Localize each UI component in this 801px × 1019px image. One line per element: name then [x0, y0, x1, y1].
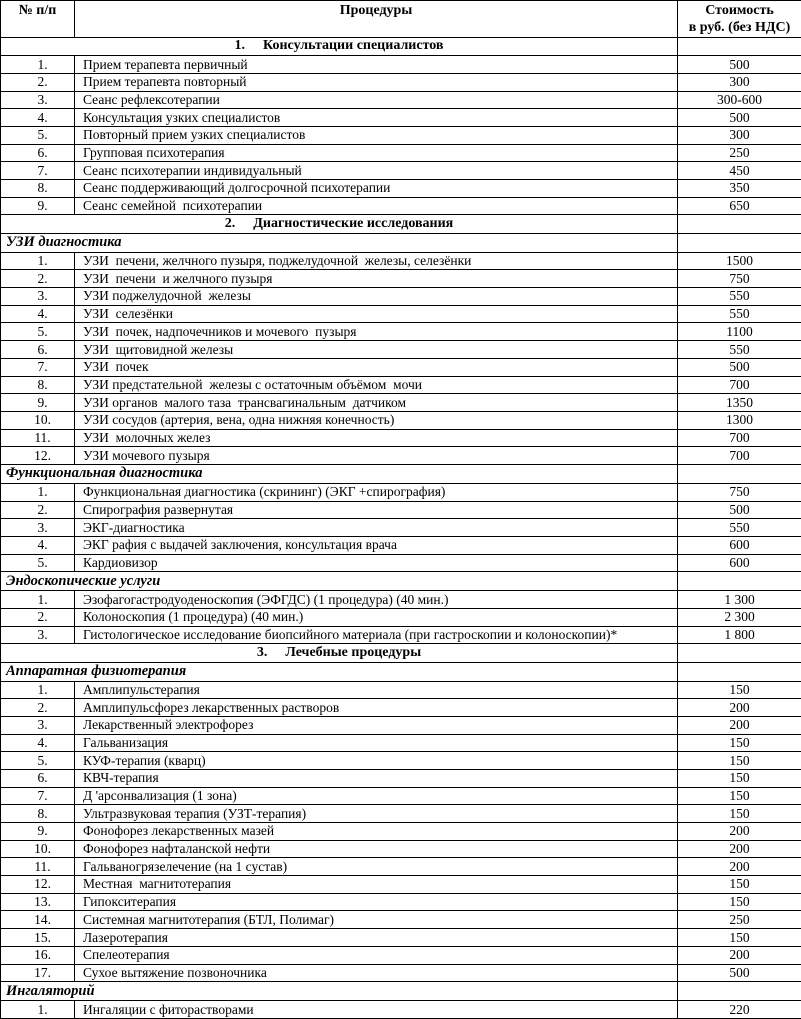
cost-cell: 550: [678, 288, 801, 306]
row-number-cell: 4.: [1, 109, 75, 127]
table-row: [1, 805, 801, 823]
procedure-cell: Прием терапевта первичный: [75, 56, 678, 74]
row-number-cell: 2.: [1, 270, 75, 288]
table-row: [1, 358, 801, 376]
row-number-cell: 3.: [1, 519, 75, 537]
table-row: [1, 681, 801, 699]
row-number-cell: 2.: [1, 608, 75, 626]
cost-cell: 200: [678, 716, 801, 734]
procedure-cell: УЗИ почек: [75, 358, 678, 376]
section-heading-cell: [1, 38, 678, 56]
procedure-cell: Сухое вытяжение позвоночника: [75, 964, 678, 982]
header-cost-line1: Стоимость: [705, 3, 774, 18]
cost-cell: 750: [678, 270, 801, 288]
row-number-cell: 7.: [1, 358, 75, 376]
table-row: [1, 127, 801, 145]
section-number: 1.: [234, 38, 246, 54]
table-row: [1, 554, 801, 572]
table-row: [1, 946, 801, 964]
table-row: [1, 144, 801, 162]
procedure-cell: Эзофагогастродуоденоскопия (ЭФГДС) (1 процедура) (40 мин.): [75, 591, 678, 609]
subsection-heading-row: [1, 464, 801, 483]
empty-cost-cell: [678, 215, 801, 233]
table-row: [1, 752, 801, 770]
subsection-heading-cell: Аппаратная физиотерапия: [1, 662, 678, 681]
procedure-cell: УЗИ предстательной железы с остаточным объёмом мочи: [75, 376, 678, 394]
row-number-cell: 2.: [1, 699, 75, 717]
header-row: [1, 1, 801, 38]
subsection-heading-cell: УЗИ диагностика: [1, 233, 678, 252]
row-number-cell: 4.: [1, 305, 75, 323]
section-number: 2.: [224, 215, 236, 231]
row-number-cell: 3.: [1, 626, 75, 644]
cost-cell: 650: [678, 197, 801, 215]
table-row: [1, 411, 801, 429]
row-number-cell: 9.: [1, 823, 75, 841]
section-heading-cell: [1, 644, 678, 662]
cost-cell: 200: [678, 840, 801, 858]
header-cell-number: № п/п: [1, 1, 75, 38]
procedure-cell: УЗИ почек, надпочечников и мочевого пузыря: [75, 323, 678, 341]
table-row: [1, 376, 801, 394]
cost-cell: 700: [678, 447, 801, 465]
cost-cell: 200: [678, 823, 801, 841]
cost-cell: 1100: [678, 323, 801, 341]
row-number-cell: 10.: [1, 840, 75, 858]
empty-cost-cell: [678, 572, 801, 591]
row-number-cell: 5.: [1, 127, 75, 145]
table-row: [1, 394, 801, 412]
procedure-cell: ЭКГ-диагностика: [75, 519, 678, 537]
subsection-heading-cell: Ингаляторий: [1, 982, 678, 1001]
procedure-cell: Функциональная диагностика (скрининг) (ЭКГ +спирография): [75, 483, 678, 501]
procedure-cell: КВЧ-терапия: [75, 769, 678, 787]
procedure-cell: Амплипульстерапия: [75, 681, 678, 699]
empty-cost-cell: [678, 982, 801, 1001]
cost-cell: 350: [678, 180, 801, 198]
row-number-cell: 3.: [1, 716, 75, 734]
row-number-cell: 2.: [1, 73, 75, 91]
cost-cell: 1 300: [678, 591, 801, 609]
cost-cell: 500: [678, 358, 801, 376]
cost-cell: 150: [678, 929, 801, 947]
table-row: [1, 483, 801, 501]
cost-cell: 200: [678, 946, 801, 964]
procedure-cell: Амплипульсфорез лекарственных растворов: [75, 699, 678, 717]
row-number-cell: 5.: [1, 323, 75, 341]
row-number-cell: 6.: [1, 769, 75, 787]
table-row: [1, 858, 801, 876]
subsection-heading-row: [1, 572, 801, 591]
procedure-cell: Спирография развернутая: [75, 501, 678, 519]
procedure-cell: УЗИ поджелудочной железы: [75, 288, 678, 306]
procedure-cell: Ингаляции с фиторастворами: [75, 1001, 678, 1019]
cost-cell: 150: [678, 752, 801, 770]
procedure-cell: УЗИ органов малого таза трансвагинальным датчиком: [75, 394, 678, 412]
table-row: [1, 429, 801, 447]
procedure-cell: Колоноскопия (1 процедура) (40 мин.): [75, 608, 678, 626]
header-cost-line2: в руб. (без НДС): [688, 19, 791, 35]
header-cell-cost: [678, 1, 801, 38]
procedure-cell: Групповая психотерапия: [75, 144, 678, 162]
section-heading-row: [1, 644, 801, 662]
subsection-heading-cell: Функциональная диагностика: [1, 464, 678, 483]
procedure-cell: Гистологическое исследование биопсийного материала (при гастроскопии и колоноскопии)*: [75, 626, 678, 644]
row-number-cell: 5.: [1, 752, 75, 770]
cost-cell: 1300: [678, 411, 801, 429]
table-row: [1, 56, 801, 74]
row-number-cell: 14.: [1, 911, 75, 929]
header-cell-procedures: Процедуры: [75, 1, 678, 38]
price-table-body: [1, 38, 801, 1019]
procedure-cell: УЗИ щитовидной железы: [75, 341, 678, 359]
cost-cell: 150: [678, 893, 801, 911]
section-heading-row: [1, 38, 801, 56]
procedure-cell: Ультразвуковая терапия (УЗТ-терапия): [75, 805, 678, 823]
procedure-cell: Кардиовизор: [75, 554, 678, 572]
row-number-cell: 3.: [1, 288, 75, 306]
subsection-heading-row: [1, 982, 801, 1001]
cost-cell: 250: [678, 911, 801, 929]
table-row: [1, 769, 801, 787]
cost-cell: 450: [678, 162, 801, 180]
table-row: [1, 911, 801, 929]
cost-cell: 500: [678, 964, 801, 982]
cost-cell: 1 800: [678, 626, 801, 644]
cost-cell: 500: [678, 501, 801, 519]
table-row: [1, 876, 801, 894]
procedure-cell: Гальванизация: [75, 734, 678, 752]
cost-cell: 700: [678, 376, 801, 394]
table-row: [1, 305, 801, 323]
cost-cell: 500: [678, 109, 801, 127]
cost-cell: 1500: [678, 252, 801, 270]
procedure-cell: Сеанс психотерапии индивидуальный: [75, 162, 678, 180]
table-row: [1, 341, 801, 359]
table-header: [1, 1, 801, 38]
row-number-cell: 1.: [1, 1001, 75, 1019]
procedure-cell: Фонофорез нафталанской нефти: [75, 840, 678, 858]
row-number-cell: 15.: [1, 929, 75, 947]
empty-cost-cell: [678, 38, 801, 56]
cost-cell: 200: [678, 858, 801, 876]
procedure-cell: Повторный прием узких специалистов: [75, 127, 678, 145]
cost-cell: 600: [678, 554, 801, 572]
table-row: [1, 91, 801, 109]
procedure-cell: Лазеротерапия: [75, 929, 678, 947]
table-row: [1, 447, 801, 465]
procedure-cell: Гальваногрязелечение (на 1 сустав): [75, 858, 678, 876]
table-row: [1, 591, 801, 609]
procedure-cell: Фонофорез лекарственных мазей: [75, 823, 678, 841]
cost-cell: 300: [678, 127, 801, 145]
cost-cell: 150: [678, 805, 801, 823]
procedure-cell: УЗИ сосудов (артерия, вена, одна нижняя конечность): [75, 411, 678, 429]
row-number-cell: 12.: [1, 447, 75, 465]
table-row: [1, 536, 801, 554]
procedure-cell: УЗИ селезёнки: [75, 305, 678, 323]
procedure-cell: Сеанс семейной психотерапии: [75, 197, 678, 215]
procedure-cell: Сеанс рефлексотерапии: [75, 91, 678, 109]
row-number-cell: 3.: [1, 91, 75, 109]
row-number-cell: 2.: [1, 501, 75, 519]
row-number-cell: 1.: [1, 591, 75, 609]
row-number-cell: 8.: [1, 805, 75, 823]
cost-cell: 250: [678, 144, 801, 162]
section-label: Консультации специалистов: [263, 38, 444, 54]
row-number-cell: 7.: [1, 162, 75, 180]
procedure-cell: Консультация узких специалистов: [75, 109, 678, 127]
cost-cell: 2 300: [678, 608, 801, 626]
cost-cell: 220: [678, 1001, 801, 1019]
table-row: [1, 716, 801, 734]
cost-cell: 500: [678, 56, 801, 74]
table-row: [1, 734, 801, 752]
row-number-cell: 17.: [1, 964, 75, 982]
cost-cell: 700: [678, 429, 801, 447]
table-row: [1, 73, 801, 91]
procedure-cell: Системная магнитотерапия (БТЛ, Полимаг): [75, 911, 678, 929]
procedure-cell: Гипокситерапия: [75, 893, 678, 911]
subsection-heading-row: [1, 662, 801, 681]
cost-cell: 550: [678, 519, 801, 537]
row-number-cell: 8.: [1, 180, 75, 198]
empty-cost-cell: [678, 662, 801, 681]
empty-cost-cell: [678, 644, 801, 662]
cost-cell: 550: [678, 341, 801, 359]
cost-cell: 550: [678, 305, 801, 323]
row-number-cell: 9.: [1, 394, 75, 412]
procedure-cell: Местная магнитотерапия: [75, 876, 678, 894]
cost-cell: 300-600: [678, 91, 801, 109]
cost-cell: 200: [678, 699, 801, 717]
row-number-cell: 6.: [1, 144, 75, 162]
table-row: [1, 608, 801, 626]
table-row: [1, 270, 801, 288]
row-number-cell: 1.: [1, 56, 75, 74]
table-row: [1, 823, 801, 841]
row-number-cell: 6.: [1, 341, 75, 359]
row-number-cell: 13.: [1, 893, 75, 911]
section-number: 3.: [256, 644, 268, 660]
row-number-cell: 5.: [1, 554, 75, 572]
empty-cost-cell: [678, 233, 801, 252]
cost-cell: 750: [678, 483, 801, 501]
procedure-cell: КУФ-терапия (кварц): [75, 752, 678, 770]
table-row: [1, 626, 801, 644]
procedure-cell: Сеанс поддерживающий долгосрочной психотерапии: [75, 180, 678, 198]
row-number-cell: 11.: [1, 429, 75, 447]
subsection-heading-row: [1, 233, 801, 252]
table-row: [1, 180, 801, 198]
table-row: [1, 162, 801, 180]
procedure-cell: УЗИ печени и желчного пузыря: [75, 270, 678, 288]
procedure-cell: Прием терапевта повторный: [75, 73, 678, 91]
section-heading-row: [1, 215, 801, 233]
procedure-cell: Спелеотерапия: [75, 946, 678, 964]
procedure-cell: УЗИ мочевого пузыря: [75, 447, 678, 465]
row-number-cell: 1.: [1, 681, 75, 699]
table-row: [1, 197, 801, 215]
procedure-cell: Д 'арсонвализация (1 зона): [75, 787, 678, 805]
row-number-cell: 11.: [1, 858, 75, 876]
table-row: [1, 1001, 801, 1019]
table-row: [1, 501, 801, 519]
table-row: [1, 840, 801, 858]
cost-cell: 150: [678, 876, 801, 894]
row-number-cell: 1.: [1, 252, 75, 270]
table-row: [1, 699, 801, 717]
row-number-cell: 8.: [1, 376, 75, 394]
table-row: [1, 288, 801, 306]
row-number-cell: 12.: [1, 876, 75, 894]
procedure-cell: УЗИ печени, желчного пузыря, поджелудочной железы, селезёнки: [75, 252, 678, 270]
cost-cell: 300: [678, 73, 801, 91]
table-row: [1, 929, 801, 947]
row-number-cell: 9.: [1, 197, 75, 215]
cost-cell: 150: [678, 787, 801, 805]
row-number-cell: 1.: [1, 483, 75, 501]
empty-cost-cell: [678, 464, 801, 483]
table-row: [1, 109, 801, 127]
table-row: [1, 323, 801, 341]
section-label: Лечебные процедуры: [285, 644, 422, 660]
cost-cell: 150: [678, 769, 801, 787]
section-label: Диагностические исследования: [253, 215, 454, 231]
procedure-cell: УЗИ молочных желез: [75, 429, 678, 447]
row-number-cell: 4.: [1, 536, 75, 554]
row-number-cell: 10.: [1, 411, 75, 429]
table-row: [1, 252, 801, 270]
table-row: [1, 964, 801, 982]
subsection-heading-cell: Эндоскопические услуги: [1, 572, 678, 591]
table-row: [1, 893, 801, 911]
row-number-cell: 4.: [1, 734, 75, 752]
cost-cell: 600: [678, 536, 801, 554]
table-row: [1, 519, 801, 537]
row-number-cell: 16.: [1, 946, 75, 964]
cost-cell: 150: [678, 734, 801, 752]
procedure-cell: Лекарственный электрофорез: [75, 716, 678, 734]
table-row: [1, 787, 801, 805]
row-number-cell: 7.: [1, 787, 75, 805]
procedure-cell: ЭКГ рафия с выдачей заключения, консультация врача: [75, 536, 678, 554]
cost-cell: 150: [678, 681, 801, 699]
cost-cell: 1350: [678, 394, 801, 412]
section-heading-cell: [1, 215, 678, 233]
